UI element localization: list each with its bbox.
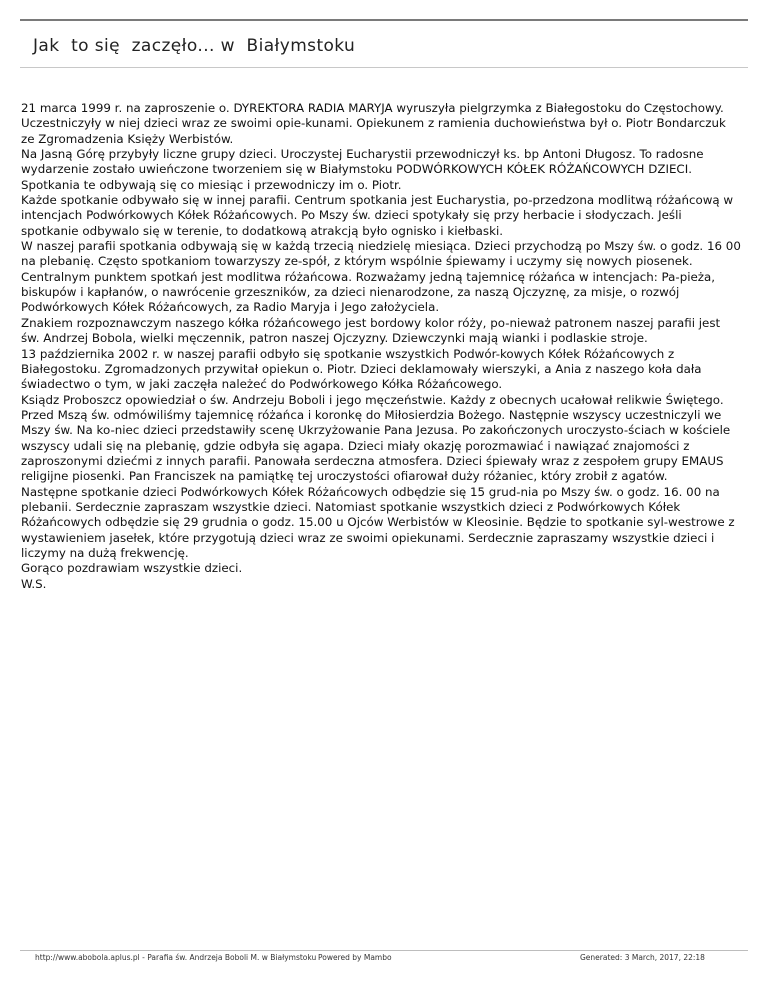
paragraph: 13 października 2002 r. w naszej parafii odbyło się spotkanie wszystkich Podwór-kowych Kółek Różańcowych z Białegostoku. Zgromadzonych przywitał opiekun o. Piotr. Dzieci deklamowały wierszyki, a Ania z naszego koła dała świadectwo o tym, w jaki zaczęła należeć do Podwórkowego Kółka Różańcowego. (21, 346, 702, 392)
paragraph: W naszej parafii spotkania odbywają się w każdą trzecią niedzielę miesiąca. Dzieci przychodzą po Mszy św. o godz. 16 00 na plebanię. Często spotkaniom towarzyszy ze-spół, z którym wspólnie śpiewamy i uczymy się nowych piosenek. Centralnym punktem spotkań jest modlitwa różańcowa. Rozważamy jedną tajemnicę różańca w intencjach: Pa-pieża, biskupów i kapłanów, o nawrócenie grzeszników, za dzieci nienarodzone, za naszą Ojczyznę, za misje, o rozwój Podwórkowych Kółek Różańcowych, za Radio Maryja i Jego założyciela. (21, 239, 741, 315)
paragraph: Ksiądz Proboszcz opowiedział o św. Andrzeju Boboli i jego męczeństwie. Każdy z obecnych ucałował relikwie Świętego. Przed Mszą św. odmówiliśmy tajemnicę różańca i koronkę do Miłosierdzia Bożego. Następnie wszyscy uczestniczyli we Mszy św. Na ko-niec dzieci przedstawiły scenę Ukrzyżowanie Pana Jezusa. Po zakończonych uroczysto-ściach w kościele wszyscy udali się na plebanię, gdzie odbyła się agapa. Dzieci miały okazję porozmawiać i nawiązać znajomości z zaproszonymi dziećmi z innych parafii. Panowała serdeczna atmosfera. Dzieci śpiewały wraz z zespołem grupy EMAUS religijne piosenki. Pan Franciszek na pamiątkę tej uroczystości ofiarował duży różaniec, który zrobił z agatów. (21, 392, 731, 484)
footer-source-url: http://www.abobola.aplus.pl - Parafia św. Andrzeja Boboli M. w Białymstoku (35, 953, 317, 962)
page-title: Jak to się zaczęło... w Białymstoku (33, 36, 356, 56)
footer-powered-by: Powered by Mambo (318, 953, 392, 962)
top-divider (20, 19, 748, 21)
paragraph: Znakiem rozpoznawczym naszego kółka różańcowego jest bordowy kolor róży, po-nieważ patronem naszej parafii jest św. Andrzej Bobola, wielki męczennik, patron naszej Ojczyzny. Dziewczynki mają wianki i podlaskie stroje. (21, 315, 721, 346)
paragraph: Na Jasną Górę przybyły liczne grupy dzieci. Uroczystej Eucharystii przewodniczył ks. bp Antoni Długosz. To radosne wydarzenie zostało uwieńczone tworzeniem się w Białymstoku PODWÓRKOWYCH KÓŁEK RÓŻAŃCOWYCH DZIECI. Spotkania te odbywają się co miesiąc i przewodniczy im o. Piotr. (21, 147, 704, 192)
paragraph: Gorąco pozdrawiam wszystkie dzieci. (21, 561, 243, 576)
article-body (21, 101, 741, 592)
paragraph: Następne spotkanie dzieci Podwórkowych Kółek Różańcowych odbędzie się 15 grud-nia po Mszy św. o godz. 16. 00 na plebanii. Serdecznie zapraszam wszystkie dzieci. Natomiast spotkanie wszystkich dzieci z Podwórkowych Kółek Różańcowych odbędzie się 29 grudnia o godz. 15.00 u Ojców Werbistów w Kleosinie. Będzie to spotkanie syl-westrowe z wystawieniem jasełek, które przygotują dzieci wraz ze swoimi opiekunami. Serdecznie zapraszamy wszystkie dzieci i liczymy na dużą frekwencję. (21, 484, 735, 560)
signature: W.S. (21, 576, 47, 591)
footer-divider (20, 950, 748, 951)
title-divider (20, 67, 748, 68)
footer-generated-date: Generated: 3 March, 2017, 22:18 (580, 953, 705, 962)
paragraph: 21 marca 1999 r. na zaproszenie o. DYREKTORA RADIA MARYJA wyruszyła pielgrzymka z Białegostoku do Częstochowy. Uczestniczyły w niej dzieci wraz ze swoimi opie-kunami. Opiekunem z ramienia duchowieństwa był o. Piotr Bondarczuk ze Zgromadzenia Księży Werbistów. (21, 101, 726, 146)
paragraph: Każde spotkanie odbywało się w innej parafii. Centrum spotkania jest Eucharystia, po-przedzona modlitwą różańcową w intencjach Podwórkowych Kółek Różańcowych. Po Mszy św. dzieci spotykały się przy herbacie i słodyczach. Jeśli spotkanie odbywalo się w terenie, to dodatkową atrakcją było ognisko i kiełbaski. (21, 193, 734, 238)
